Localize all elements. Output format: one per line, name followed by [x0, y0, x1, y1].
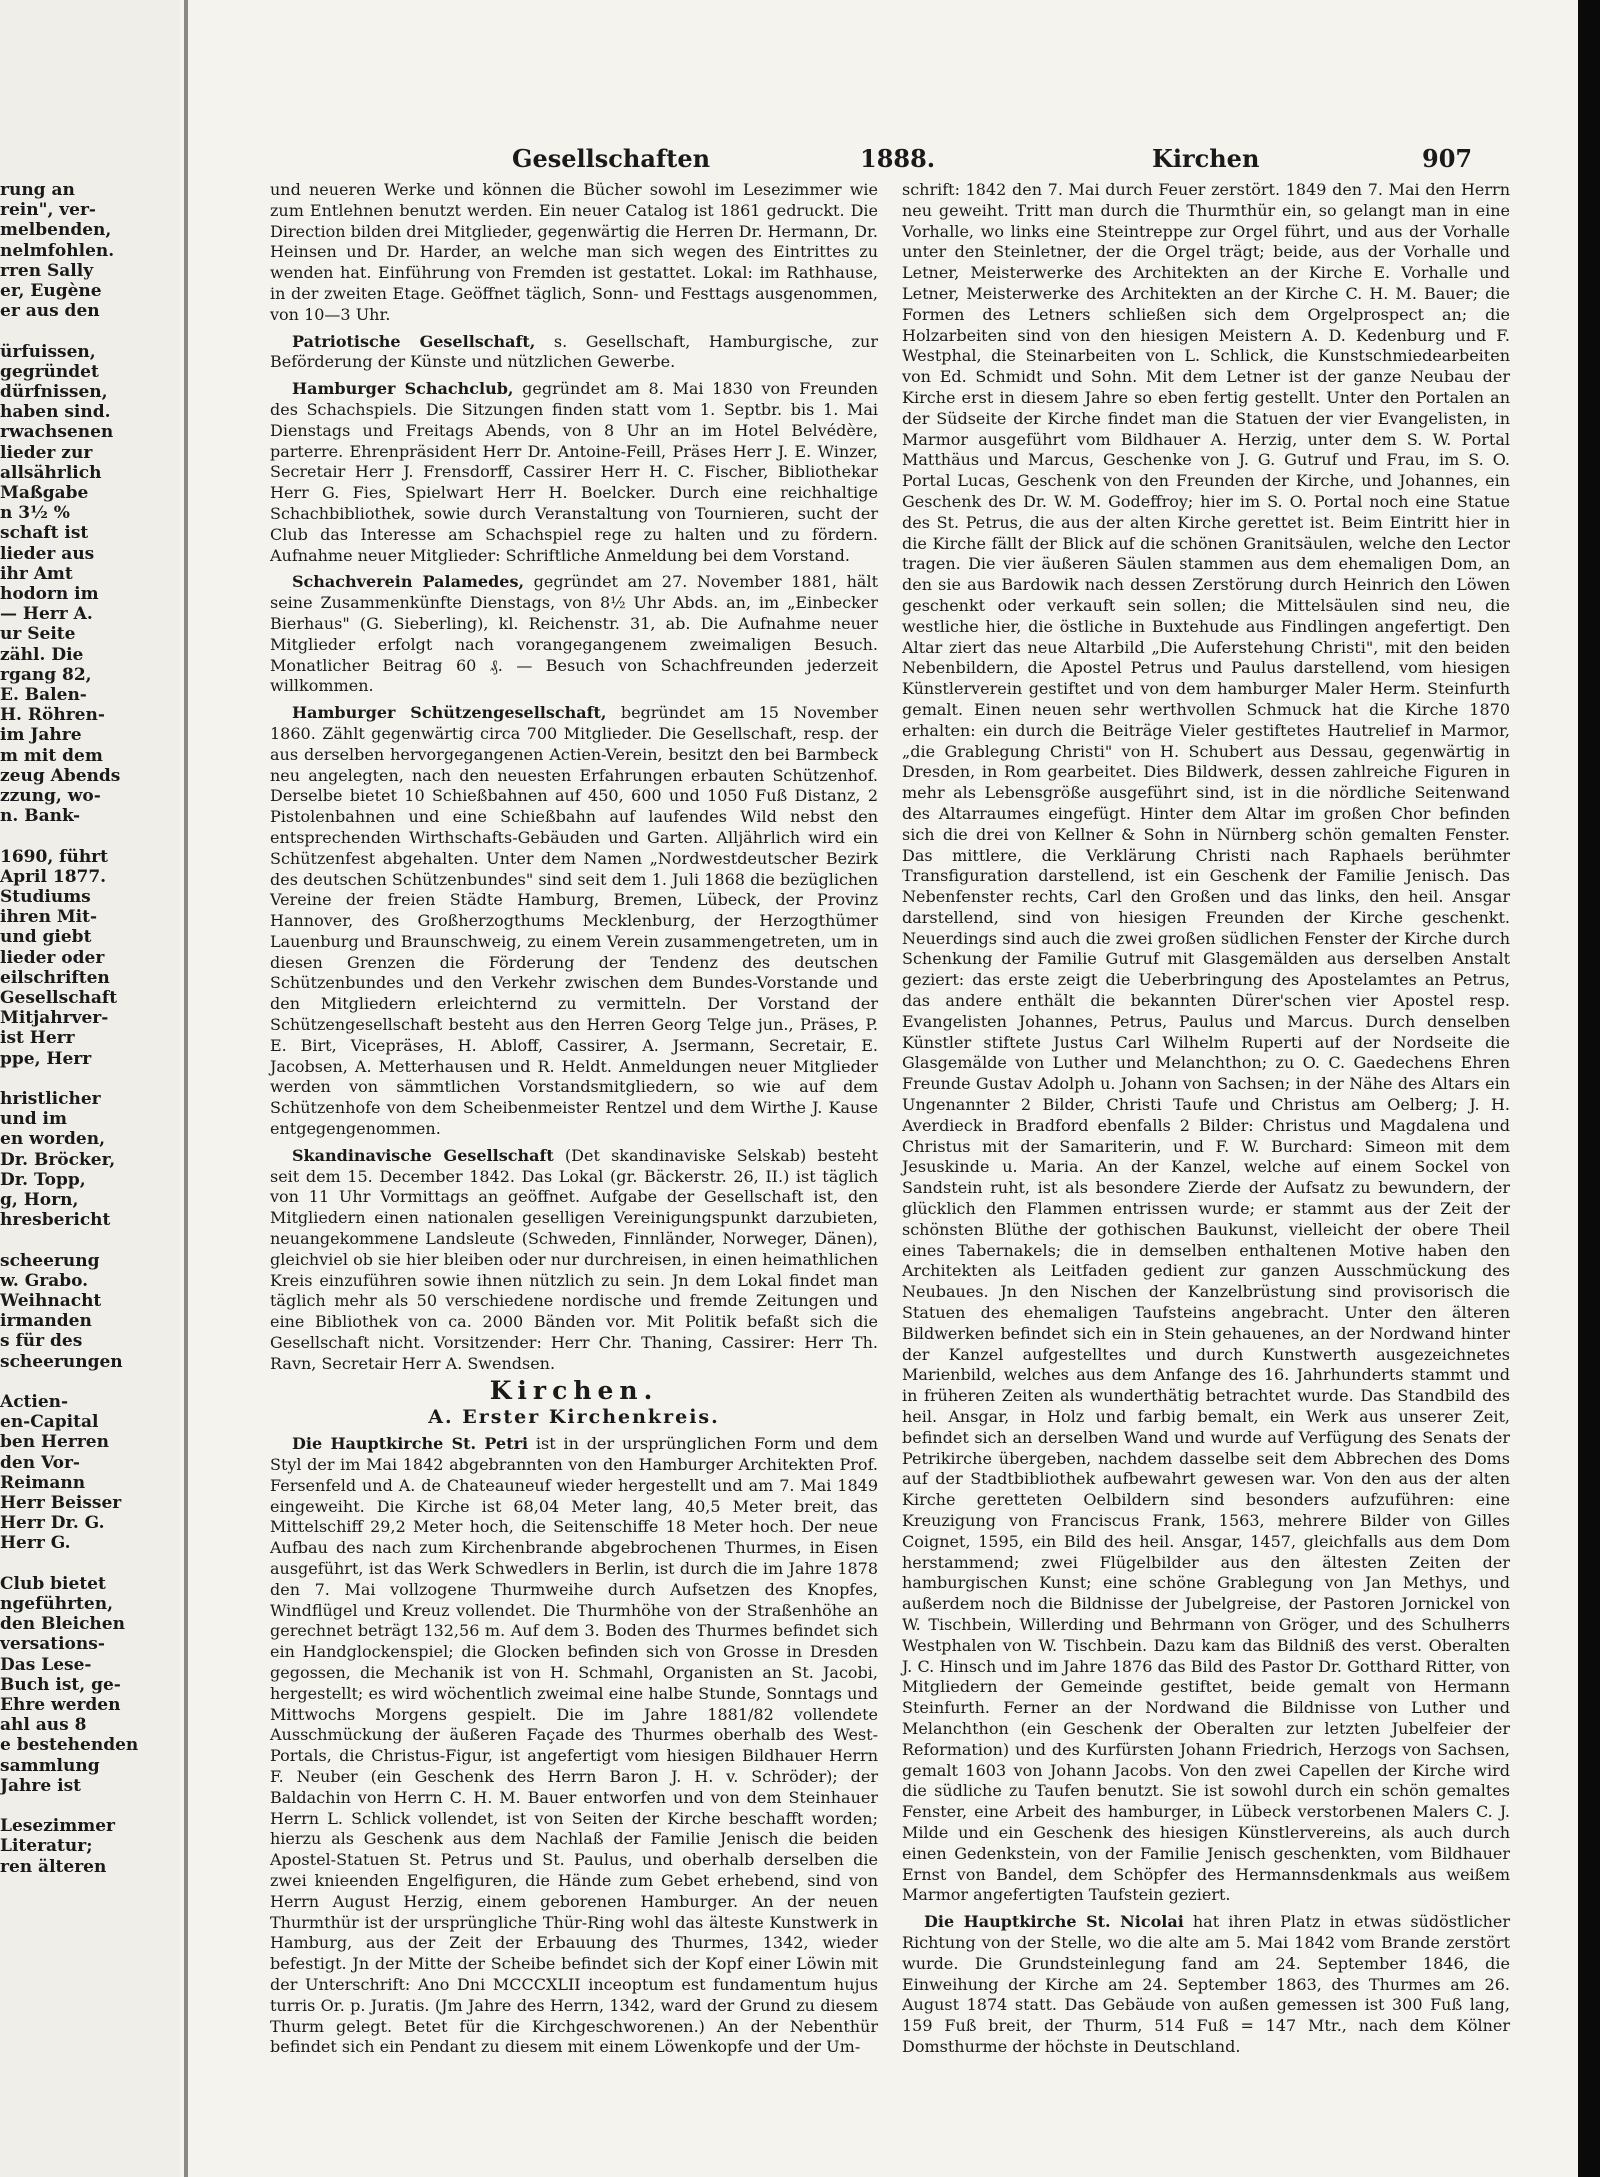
- fragment-line: Gesellschaft: [0, 988, 118, 1008]
- paragraph: [270, 1146, 878, 1375]
- fragment-line: scheerungen: [0, 1351, 123, 1372]
- fragment-line: April 1877.: [0, 866, 107, 887]
- fragment-line: lieder oder: [0, 947, 105, 968]
- fragment-line: ngeführten,: [0, 1594, 113, 1614]
- header-year: 1888.: [860, 144, 936, 173]
- fragment-line: Das Lese-: [0, 1654, 92, 1675]
- fragment-line: n. Bank-: [0, 806, 81, 827]
- fragment-line: Studiums: [0, 887, 91, 907]
- subsection-heading: A. Erster Kirchenkreis.: [428, 1406, 720, 1429]
- fragment-line: Reimann: [0, 1472, 86, 1493]
- entry-title: Patriotische Gesellschaft,: [292, 331, 536, 351]
- fragment-line: ürfuissen,: [0, 341, 96, 362]
- fragment-line: rung an: [0, 180, 75, 200]
- paragraph: [902, 180, 1510, 1906]
- entry-text: gegründet am 8. Mai 1830 von Freunden des Schachspiels. Die Sitzungen finden statt vom 1. Septbr. bis 1. Mai Dienstags und Freitags Abends, von 8 Uhr an im Hotel Belvédère, parterre. Ehrenpräsident Herr Dr. Antoine-Feill, Präses Herr J. E. Winzer, Secretair Herr J. Frensdorff, Cassirer Herr H. C. Fischer, Bibliothekar Herr G. Fies, Spielwart Herr H. Boelcker. Durch eine reichhaltige Schachbibliothek, sowie durch Veranstaltung von Tournieren, sucht der Club das Interesse am Schachspiel rege zu halten und zu fördern. Aufnahme neuer Mitglieder: Schriftliche Anmeldung bei dem Vorstand.: [270, 379, 878, 565]
- page-907: [262, 130, 1512, 2090]
- fragment-line: Mitjahrver-: [0, 1008, 109, 1029]
- fragment-line: lieder aus: [0, 543, 95, 564]
- fragment-line: haben sind.: [0, 402, 111, 423]
- fragment-line: rein", ver-: [0, 200, 96, 221]
- fragment-line: ren älteren: [0, 1856, 107, 1877]
- fragment-line: s für des: [0, 1331, 83, 1352]
- fragment-line: Club bietet: [0, 1573, 106, 1594]
- fragment-line: allsährlich: [0, 462, 102, 483]
- fragment-line: Actien-: [0, 1392, 69, 1412]
- entry-text: gegründet am 27. November 1881, hält seine Zusammenkünfte Dienstags, von 8½ Uhr Abds. an, im „Einbecker Bierhaus" (G. Sieberling), kl. Reichenstr. 31, ab. Die Aufnahme neuer Mitglieder erfolgt nach vorangegangenem zweimaligen Besuch. Monatlicher Beitrag 60 ₰. — Besuch von Schachfreunden jederzeit willkommen.: [270, 572, 879, 696]
- fragment-line: 1690, führt: [0, 846, 108, 867]
- fragment-line: und im: [0, 1109, 67, 1130]
- paragraph: [270, 180, 878, 326]
- entry-text: (Det skandinaviske Selskab) besteht seit dem 15. December 1842. Das Lokal (gr. Bäckerstr. 26, II.) ist täglich von 11 Uhr Vormittags an geöffnet. Aufgabe der Gesellschaft ist, den Mitgliedern einen nationalen geselligen Vereinigungspunkt darzubieten, neuangekommene Landsleute (Schweden, Finnländer, Norweger, Dänen), gleichviel ob sie hier bleiben oder nur durchreisen, in einen heimathlichen Kreis einzuführen sowie ihnen nützlich zu sein. Jn dem Lokal findet man täglich mehr als 50 verschiedene nordische und fremde Zeitungen und eine Bibliothek von ca. 2000 Bänden vor. Mit Politik befaßt sich die Gesellschaft nicht. Vorsitzender: Herr Chr. Thaning, Cassirer: Herr Th. Ravn, Secretair Herr A. Swendsen.: [270, 1145, 878, 1373]
- entry-text: begründet am 15 November 1860. Zählt gegenwärtig circa 700 Mitglieder. Die Gesellschaft, resp. der aus derselben hervorgegangenen Actien-Verein, besitzt den bei Barmbeck neu angelegten, nach den neuesten Erfahrungen erbauten Schützenhof. Derselbe bietet 10 Schießbahnen auf 450, 600 und 1050 Fuß Distanz, 2 Pistolenbahnen und eine Schießbahn auf laufendes Wild nebst den entsprechenden Wirthschafts-Gebäuden und Garten. Alljährlich wird ein Schützenfest abgehalten. Unter dem Namen „Nordwestdeutscher Bezirk des deutschen Schützenbundes" sind seit dem 1. Juli 1868 die bezüglichen Vereine der freien Städte Hamburg, Bremen, Lübeck, der Provinz Hannover, des Großherzogthums Mecklenburg, der Herzogthümer Lauenburg und Braunschweig, zu einem Verein zusammengetreten, um in diesen Grenzen die Förderung der Tendenz des deutschen Schützenbundes und den Verkehr zwischen dem Bundes-Vorstande und den Mitgliedern erleichternd zu vermitteln. Der Vorstand der Schützengesellschaft besteht aus den Herren Georg Telge jun., Präses, P. E. Birt, Vicepräses, H. Abloff, Cassirer, A. Jsermann, Secretair, E. Jacobsen, A. Metterhausen und R. Heldt. Anmeldungen neuer Mitglieder werden von sämmtlichen Vorstandsmitgliedern, so wie auf dem Schützenhofe von dem Scheibenmeister Rentzel und dem Wirthe J. Kause entgegengenommen.: [270, 703, 879, 1139]
- fragment-line: versations-: [0, 1634, 105, 1655]
- entry-title: Hamburger Schachclub,: [292, 379, 514, 399]
- fragment-line: Maßgabe: [0, 483, 89, 503]
- fragment-line: en worden,: [0, 1129, 106, 1150]
- fragment-line: scheerung: [0, 1250, 100, 1271]
- fragment-line: dürfnissen,: [0, 382, 108, 402]
- fragment-line: g, Horn,: [0, 1190, 79, 1210]
- fragment-line: rren Sally: [0, 260, 94, 281]
- entry-text: und neueren Werke und können die Bücher sowohl im Lesezimmer wie zum Entlehnen benutzt werden. Ein neuer Catalog ist 1861 gedruckt. Die Direction bilden drei Mitglieder, gegenwärtig die Herren Dr. Hermann, Dr. Heinsen und Dr. Harder, an welche man sich wegen des Eintrittes zu wenden hat. Einführung von Fremden ist gestattet. Lokal: im Rathhause, in der zweiten Etage. Geöffnet täglich, Sonn- und Festtags ausgenommen, von 10—3 Uhr.: [270, 180, 878, 324]
- fragment-line: eilschriften: [0, 967, 110, 988]
- fragment-line: n 3½ %: [0, 503, 70, 524]
- section-heading: Kirchen.: [489, 1375, 659, 1405]
- scan-edge-right: [1578, 0, 1600, 2177]
- fragment-line: Herr G.: [0, 1533, 71, 1554]
- entry-text: s. Gesellschaft, Hamburgische, zur Beförderung der Künste und nützlichen Gewerbe.: [270, 331, 878, 372]
- paragraph: [270, 572, 878, 697]
- paragraph: [902, 1912, 1510, 2058]
- fragment-line: ur Seite: [0, 624, 76, 645]
- fragment-line: lieder zur: [0, 442, 93, 463]
- entry-text: hat ihren Platz in etwas südöstlicher Richtung von der Stelle, wo die alte am 5. Mai 1842 vom Brande zerstört wurde. Die Grundsteinlegung fand am 24. September 1846, die Einweihung der Kirche am 24. September 1863, des Thurmes am 26. August 1874 statt. Das Gebäude von außen gemessen ist 300 Fuß lang, 159 Fuß breit, der Thurm, 514 Fuß = 147 Mtr., nach dem Kölner Domsthurme der höchste in Deutschland.: [902, 1912, 1511, 2056]
- fragment-line: zähl. Die: [0, 644, 84, 665]
- fragment-line: H. Röhren-: [0, 705, 105, 726]
- fragment-line: den Bleichen: [0, 1614, 125, 1635]
- fragment-line: ppe, Herr: [0, 1048, 92, 1069]
- fragment-line: zeug Abends: [0, 765, 121, 786]
- fragment-line: und giebt: [0, 927, 92, 948]
- entry-title: Skandinavische Gesellschaft: [292, 1145, 554, 1165]
- fragment-line: rwachsenen: [0, 422, 114, 443]
- fragment-line: er aus den: [0, 301, 100, 322]
- fragment-line: Lesezimmer: [0, 1816, 116, 1837]
- fragment-line: ihr Amt: [0, 563, 73, 584]
- fragment-line: Herr Dr. G.: [0, 1513, 105, 1534]
- fragment-line: gegründet: [0, 361, 99, 382]
- header-right-title: Kirchen: [1152, 144, 1260, 173]
- entry-text: schrift: 1842 den 7. Mai durch Feuer zerstört. 1849 den 7. Mai den Herrn neu geweiht. Tritt man durch die Thurmthür ein, so gelangt man in eine Vorhalle, wo links eine Steintreppe zur Orgel führt, und aus der Vorhalle unter den Steinletner, der die Orgel trägt; beide, aus der Vorhalle und Letner, Meisterwerke des Architekten an der Kirche E. Vorhalle und Letner, Meisterwerke des Architekten an der Kirche C. H. M. Bauer; die Formen des Letners schließen sich dem Orgelprospect an; die Holzarbeiten sind von den hiesigen Meistern A. D. Kedenburg und F. Westphal, die Steinarbeiten von L. Schlick, die Kunstschmiedearbeiten von Ed. Schmidt und Sohn. Mit dem Letner ist der ganze Neubau der Kirche erst in diesem Jahre so eben fertig gestellt. Unter den Portalen an der Südseite der Kirche findet man die Statuen der vier Evangelisten, in Marmor ausgeführt vom Bildhauer A. Herzig, unter dem S. W. Portal Matthäus und Marcus, Geschenke von J. G. Gutruf und Frau, im S. O. Portal Lucas, Geschenk von den Freunden der Kirche, und Johannes, ein Geschenk des Dr. W. M. Godeffroy; hier im S. O. Portal noch eine Statue des St. Petrus, die aus der alten Kirche gerettet ist. Beim Eintritt hier in die Kirche fällt der Blick auf die schönen Granitsäulen, welche den Lector tragen. Die vier äußeren Säulen stammen aus dem ehemaligen Dom, an den sie aus Bardowik nach dessen Zerstörung durch Heinrich den Löwen geschenkt oder verkauft sein sollen; die Mittelsäulen sind neu, die westliche hier, die östliche in Buxtehude aus Findlingen angefertigt. Den Altar ziert das neue Altarbild „Die Auferstehung Christi", mit den beiden Nebenbildern, die Apostel Petrus und Paulus darstellend, vom hiesigen Künstlerverein gestiftet und von dem hamburger Maler Herm. Steinfurth gemalt. Einen neuen sehr werthvollen Schmuck hat die Kirche 1870 erhalten: ein durch die Beiträge Vieler gestiftetes Hautrelief in Marmor, „die Grablegung Christi" von H. Schubert aus Dessau, gegenwärtig in Dresden, in Rom gearbeitet. Dies Bildwerk, dessen zahlreiche Figuren in mehr als Lebensgröße ausgeführt sind, ist in die nördliche Seitenwand des Altarraumes eingefügt. Hinter dem Altar im großen Chor befinden sich die drei von Kellner & Sohn in Nürnberg schön gemalten Fenster. Das mittlere, die Verklärung Christi nach Raphaels berühmter Transfiguration darstellend, ist ein Geschenk der Familie Jenisch. Das Nebenfenster rechts, Carl den Großen und das links, den heil. Ansgar darstellend, sind von hiesigen Freunden der Kirche geschenkt. Neuerdings sind auch die zwei großen südlichen Fenster der Kirche durch Schenkung der Familie Gutruf mit Glasgemälden aus derselben Anstalt geziert: das erste zeigt die Ueberbringung des Apostelamtes an Petrus, das andere enthält die bekannten Dürer'schen vier Apostel resp. Evangelisten Johannes, Petrus, Paulus und Marcus. Durch denselben Künstler stiftete Justus Carl Wilhelm Ruperti auf der Nordseite die Glasgemälde von Luther und Melanchthon; zu O. C. Gaedechens Ehren Freunde Gustav Adolph u. Johann von Sachsen; in der Nähe des Altars ein Ungenannter 2 Bilder, Christi Taufe und Christus am Oelberg; J. H. Averdieck in Bradford ebenfalls 2 Bilder: Christus und Magdalena und Christus mit der Samariterin, und F. W. Burchard: Simeon mit dem Jesuskinde u. Maria. An der Kanzel, welche auf einem Sockel von Sandstein ruht, ist als besondere Zierde der Aufsatz zu bewundern, der glücklich den Flammen entrissen wurde; er stammt aus der Zeit der schönsten Blüthe der gothischen Baukunst, vielleicht der obere Theil eines Tabernakels; die in demselben enthaltenen Motive haben den Architekten als Leitfaden gedient zur ganzen Ausschmückung des Neubaues. Jn den Nischen der Kanzelbrüstung sind provisorisch die Statuen des ehemaligen Taufsteins angebracht. Unter den älteren Bildwerken befindet sich ein in Stein gehauenes, an der Nordwand hinter der Kanzel aufgestelltes und durch Kunstwerth ausgezeichnetes Marienbild, welches aus dem Anfange des 16. Jahrhunderts stammt und in früheren Zeiten als wunderthätig betrachtet wurde. Das Standbild des heil. Ansgar, in Holz und farbig bemalt, ein Werk aus unserer Zeit, befindet sich an derselben Wand und wurde auf Verfügung des Senats der Petrikirche übergeben, nachdem dasselbe seit dem Abbrechen des Doms auf der Stadtbibliothek aufbewahrt gewesen war. Von den aus der alten Kirche geretteten Oelbildern sind besonders aufzuführen: eine Kreuzigung von Franciscus Frank, 1563, mehrere Bilder von Gilles Coignet, 1595, ein Bild des heil. Ansgar, 1457, gleichfalls aus dem Dom herstammend; zwei Flügelbilder aus den ältesten Zeiten der hamburgischen Kunst; eine schöne Grablegung von Jan Methys, und außerdem noch die Bildnisse der Jubelgreise, der Pastoren Jornickel von W. Tischbein, Willerding und Behrmann von Gröger, und des Schulherrs Westphalen von W. Tischbein. Dazu kam das Bildniß des verst. Oberalten J. C. Hinsch und im Jahre 1876 das Bild des Pastor Dr. Gotthard Ritter, von Mitgliedern der Gemeinde gestiftet, beide gemalt von Hermann Steinfurth. Ferner an der Nordwand die Bildnisse von Luther und Melanchthon (ein Geschenk der Oberalten zur letzten Jubelfeier der Reformation) und des Kurfürsten Johann Friedrich, Herzogs von Sachsen, gemalt 1603 von Johann Jacobs. Von den zwei Capellen der Kirche wird die südliche zu Taufen benutzt. Sie ist sowohl durch ein schön gemaltes Fenster, eine Arbeit des hamburger, in Lübeck verstorbenen Malers C. J. Milde und ein Geschenk des hiesigen Künstlervereins, als auch durch einen Gedenkstein, von der Familie Jenisch geschenkten, vom Bildhauer Ernst von Bandel, dem Schöpfer des Hermannsdenkmals aus weißem Marmor angefertigten Taufstein geziert.: [902, 180, 1510, 1905]
- fragment-line: Ehre werden: [0, 1695, 121, 1715]
- paragraph: [270, 703, 878, 1140]
- fragment-line: ahl aus 8: [0, 1715, 87, 1736]
- fragment-line: ihren Mit-: [0, 907, 98, 928]
- entry-title: Die Hauptkirche St. Nicolai: [924, 1912, 1184, 1932]
- entry-title: Hamburger Schützengesellschaft,: [292, 703, 607, 723]
- entry-text: ist in der ursprünglichen Form und dem Styl der im Mai 1842 abgebrannten von den Hamburger Architekten Prof. Fersenfeld und A. de Chateauneuf wieder hergestellt und am 7. Mai 1849 eingeweiht. Die Kirche ist 68,04 Meter lang, 40,5 Meter breit, das Mittelschiff 29,2 Meter hoch, die Seitenschiffe 18 Meter hoch. Der neue Aufbau des nach zum Kirchenbrande abgebrochenen Thurmes, in Eisen ausgeführt, ist das Werk Schwedlers in Berlin, ist durch die im Jahre 1878 den 7. Mai vollzogene Thurmweihe durch Aufsetzen des Knopfes, Windflügel und Kreuz vollendet. Die Thurmhöhe von der Straßenhöhe an gerechnet beträgt 132,56 m. Auf dem 3. Boden des Thurmes befindet sich ein Handglockenspiel; die Glocken befinden sich von Grosse in Dresden gegossen, die Mechanik ist von H. Schmahl, Organisten an St. Jacobi, hergestellt; es wird wöchentlich zweimal eine halbe Stunde, Sonntags und Mittwochs Morgens gespielt. Die im Jahre 1881/82 vollendete Ausschmückung der äußeren Façade des Thurmes oberhalb des West-Portals, die Christus-Figur, ist angefertigt vom hiesigen Bildhauer Herrn F. Neuber (ein Geschenk des Herrn Baron J. H. v. Schröder); der Baldachin von Herrn C. H. M. Bauer entworfen und von dem Steinhauer Herrn L. Schlick vollendet, ist von Seiten der Kirche beschafft worden; hierzu als Geschenk aus dem Nachlaß der Familie Jenisch die beiden Apostel-Statuen St. Petrus und St. Paulus, und oberhalb derselben die zwei knieenden Engelfiguren, die Hände zum Gebet erhebend, sind von Herrn August Herzig, einem geborenen Hamburger. An der neuen Thurmthür ist der ursprüngliche Thür-Ring wohl das älteste Kunstwerk in Hamburg, aus der Zeit der Erbauung des Thurmes, 1342, wieder befestigt. Jn der Mitte der Scheibe befindet sich der Kopf einer Löwin mit der Unterschrift: Ano Dni MCCCXLII inceoptum est fundamentum hujus turris Or. p. Juratis. (Jm Jahre des Herrn, 1342, ward der Grund zu diesem Thurm gelegt. Betet für die Kirchgeschworenen.) An der Nebenthür befindet sich ein Pendant zu diesem mit einem Löwenkopfe und der Um-: [270, 1434, 879, 2057]
- fragment-line: Buch ist, ge-: [0, 1674, 121, 1695]
- fragment-line: Literatur;: [0, 1836, 93, 1857]
- paragraph: [270, 379, 878, 566]
- fragment-line: er, Eugène: [0, 281, 102, 301]
- right-column: [902, 180, 1510, 2064]
- entry-title: Die Hauptkirche St. Petri: [292, 1434, 529, 1454]
- paragraph: [270, 332, 878, 374]
- fragment-line: ist Herr: [0, 1028, 75, 1049]
- fragment-line: m mit dem: [0, 745, 103, 766]
- fragment-line: hodorn im: [0, 584, 99, 604]
- fragment-line: w. Grabo.: [0, 1270, 89, 1291]
- fragment-line: Weihnacht: [0, 1291, 102, 1311]
- fragment-line: rgang 82,: [0, 664, 92, 685]
- fragment-line: ben Herren: [0, 1432, 109, 1453]
- fragment-line: hresbericht: [0, 1210, 111, 1231]
- fragment-line: Dr. Bröcker,: [0, 1149, 116, 1170]
- fragment-line: en-Capital: [0, 1412, 99, 1433]
- fragment-line: melbenden,: [0, 220, 112, 241]
- fragment-line: zzung, wo-: [0, 786, 101, 806]
- fragment-line: den Vor-: [0, 1452, 80, 1473]
- fragment-line: nelmfohlen.: [0, 240, 115, 261]
- fragment-line: Dr. Topp,: [0, 1169, 86, 1190]
- fragment-line: schaft ist: [0, 523, 89, 544]
- fragment-line: — Herr A.: [0, 604, 93, 625]
- fragment-line: irmanden: [0, 1311, 92, 1332]
- fragment-line: E. Balen-: [0, 685, 87, 705]
- fragment-line: e bestehenden: [0, 1735, 139, 1756]
- fragment-line: sammlung: [0, 1755, 100, 1776]
- fragment-line: hristlicher: [0, 1089, 101, 1109]
- fragment-line: Jahre ist: [0, 1775, 81, 1796]
- header-left-title: Gesellschaften: [512, 144, 711, 173]
- previous-page-fragment: [0, 0, 180, 2177]
- left-column: [270, 180, 878, 2064]
- entry-title: Schachverein Palamedes,: [292, 572, 525, 592]
- gutter-shadow: [184, 0, 188, 2177]
- fragment-line: Herr Beisser: [0, 1493, 122, 1513]
- fragment-line: im Jahre: [0, 725, 82, 746]
- paragraph: [270, 1434, 878, 2058]
- header-page-number: 907: [1422, 144, 1473, 173]
